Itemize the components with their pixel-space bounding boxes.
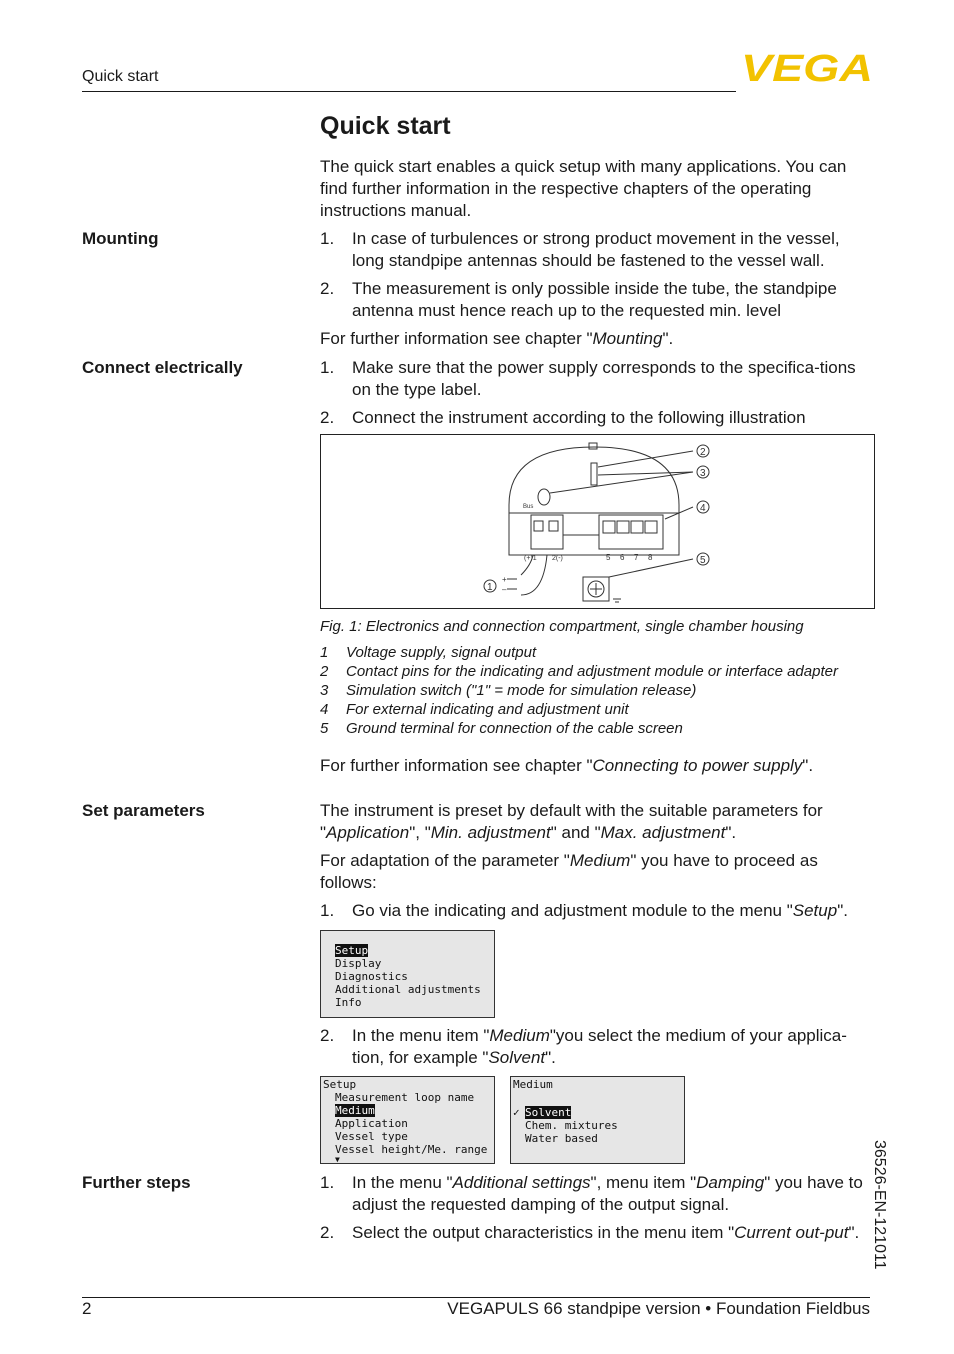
label-terminal-5: 5 <box>606 553 611 562</box>
menu-title-setup: Setup <box>323 1078 357 1091</box>
menu-item-additional-adjustments[interactable]: Additional adjustments <box>335 983 481 996</box>
header-section-title: Quick start <box>82 68 159 85</box>
display-menu-medium <box>510 1076 685 1164</box>
label-terminal-2: 2(-) <box>552 555 563 562</box>
menu-option-chem-mixtures[interactable]: Chem. mixtures <box>525 1119 618 1132</box>
footer-rule <box>82 1297 870 1298</box>
logo-text: VEGA <box>741 52 873 84</box>
scroll-down-icon: ▼ <box>335 1155 340 1164</box>
menu-item-setup[interactable]: Setup <box>335 944 369 957</box>
params-paragraph-2: For adaptation of the parameter "Medium" you have to proceed as follows: <box>320 851 818 892</box>
page-number: 2 <box>82 1299 92 1318</box>
connection-compartment-figure <box>320 434 875 609</box>
label-terminal-6: 6 <box>620 553 625 562</box>
section-label-connect: Connect electrically <box>82 358 243 377</box>
intro-paragraph: The quick start enables a quick setup with many applications. You can find further information in the respective chapters of the operating instructions manual. <box>320 157 847 220</box>
menu-item-application[interactable]: Application <box>335 1117 408 1130</box>
menu-item-diagnostics[interactable]: Diagnostics <box>335 970 408 983</box>
page-title: Quick start <box>320 112 451 140</box>
wiring-diagram <box>321 435 874 608</box>
figure-caption: Fig. 1: Electronics and connection compartment, single chamber housing <box>320 618 804 635</box>
label-terminal-8: 8 <box>648 553 653 562</box>
section-label-further-steps: Further steps <box>82 1173 191 1192</box>
menu-option-solvent[interactable]: Solvent <box>525 1106 572 1119</box>
mounting-reference: For further information see chapter "Mounting". <box>320 329 674 348</box>
display-menu-main <box>320 930 495 1018</box>
callout-1: 1 <box>487 582 493 593</box>
params-paragraph-1: The instrument is preset by default with the suitable parameters for "Application", "Min. adjustment" and "Max. adjustment". <box>320 801 823 842</box>
label-plus: + <box>502 575 507 584</box>
section-label-mounting: Mounting <box>82 229 159 248</box>
callout-3: 3 <box>700 468 706 479</box>
section-label-set-parameters: Set parameters <box>82 801 205 820</box>
document-number: 36526-EN-121011 <box>871 1140 888 1270</box>
label-bus: Bus <box>523 504 534 510</box>
vega-logo <box>741 52 873 84</box>
label-terminal-1: (+)1 <box>524 555 537 562</box>
connect-reference: For further information see chapter "Connecting to power supply". <box>320 756 814 775</box>
callout-4: 4 <box>700 503 706 514</box>
label-terminal-7: 7 <box>634 553 639 562</box>
callout-2: 2 <box>700 447 706 458</box>
label-minus: – <box>502 585 507 594</box>
menu-item-display[interactable]: Display <box>335 957 382 970</box>
menu-title-medium: Medium <box>513 1078 553 1091</box>
display-menu-setup <box>320 1076 495 1164</box>
footer-document-title: VEGAPULS 66 standpipe version • Foundation Fieldbus <box>447 1299 870 1318</box>
callout-5: 5 <box>700 555 706 566</box>
menu-item-info[interactable]: Info <box>335 996 362 1009</box>
menu-item-measurement-loop-name[interactable]: Measurement loop name <box>335 1091 475 1104</box>
header-rule <box>82 91 736 92</box>
menu-option-water-based[interactable]: Water based <box>525 1132 598 1145</box>
checkmark-icon: ✓ <box>513 1106 520 1119</box>
menu-item-vessel-height[interactable]: Vessel height/Me. range <box>335 1143 488 1156</box>
menu-item-medium[interactable]: Medium <box>335 1104 375 1117</box>
menu-item-vessel-type[interactable]: Vessel type <box>335 1130 408 1143</box>
